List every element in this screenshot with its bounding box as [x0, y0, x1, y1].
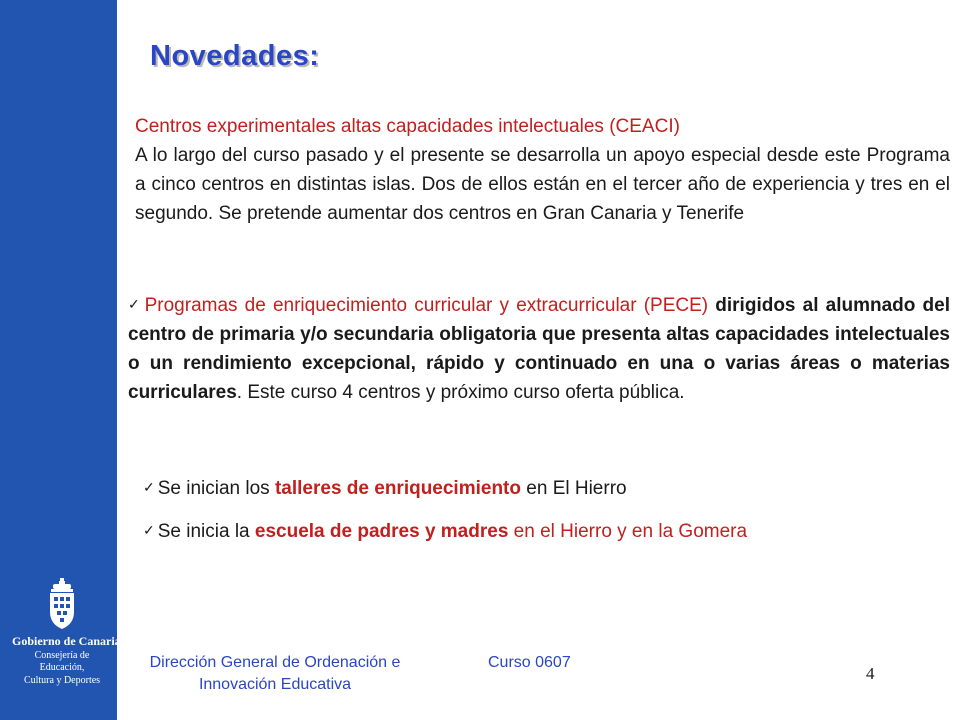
coat-of-arms-icon — [45, 578, 79, 630]
logo-subtitle-line2: Cultura y Deportes — [23, 675, 101, 686]
footer-org-line1: Dirección General de Ordenación e — [149, 654, 401, 671]
gobierno-canarias-logo — [12, 578, 126, 687]
logo-subtitle-line1: Consejería de Educación, — [34, 650, 90, 673]
slide-title: Novedades: — [150, 40, 320, 72]
bullet-suffix: en el Hierro y en la Gomera — [508, 521, 748, 542]
checkmark-icon: ✓ — [128, 296, 142, 312]
ceaci-section — [135, 112, 950, 228]
pece-bold-text: dirigidos al alumnado del centro de primaria y/o secundaria obligatoria que presenta altas capacidades intelectuales o un rendimiento excepcional, rápido y continuado en una o varias áreas o materias curriculares — [128, 295, 950, 403]
sidebar-band — [0, 0, 126, 720]
checkmark-icon: ✓ — [143, 479, 155, 495]
logo-title: Gobierno de Canarias — [12, 634, 126, 648]
ceaci-heading: Centros experimentales altas capacidades intelectuales (CEACI) — [135, 116, 680, 137]
bullet-prefix: Se inicia la — [157, 521, 255, 542]
bullet-suffix: en El Hierro — [521, 478, 627, 499]
checkmark-icon: ✓ — [143, 522, 155, 538]
bullet-escuela — [143, 517, 747, 545]
page-number: 4 — [866, 664, 875, 683]
bullet-prefix: Se inician los — [157, 478, 275, 499]
bullet-talleres — [143, 474, 627, 502]
footer-organization — [125, 652, 425, 696]
footer-org-line2: Innovación Educativa — [198, 676, 352, 693]
ceaci-body: A lo largo del curso pasado y el presente se desarrolla un apoyo especial desde este Programa a cinco centros en distintas islas. Dos de ellos están en el tercer año de experiencia y tres en el segundo. Se pretende aumentar dos centros en Gran Canaria y Tenerife — [135, 145, 950, 224]
pece-section — [128, 290, 950, 407]
footer-course: Curso 0607 — [488, 654, 571, 671]
pece-plain-text: . Este curso 4 centros y próximo curso oferta pública. — [236, 382, 685, 403]
bullet-highlight: escuela de padres y madres — [254, 521, 509, 542]
pece-heading: Programas de enriquecimiento curricular y extracurricular (PECE) — [144, 295, 709, 316]
bullet-highlight: talleres de enriquecimiento — [274, 478, 521, 499]
